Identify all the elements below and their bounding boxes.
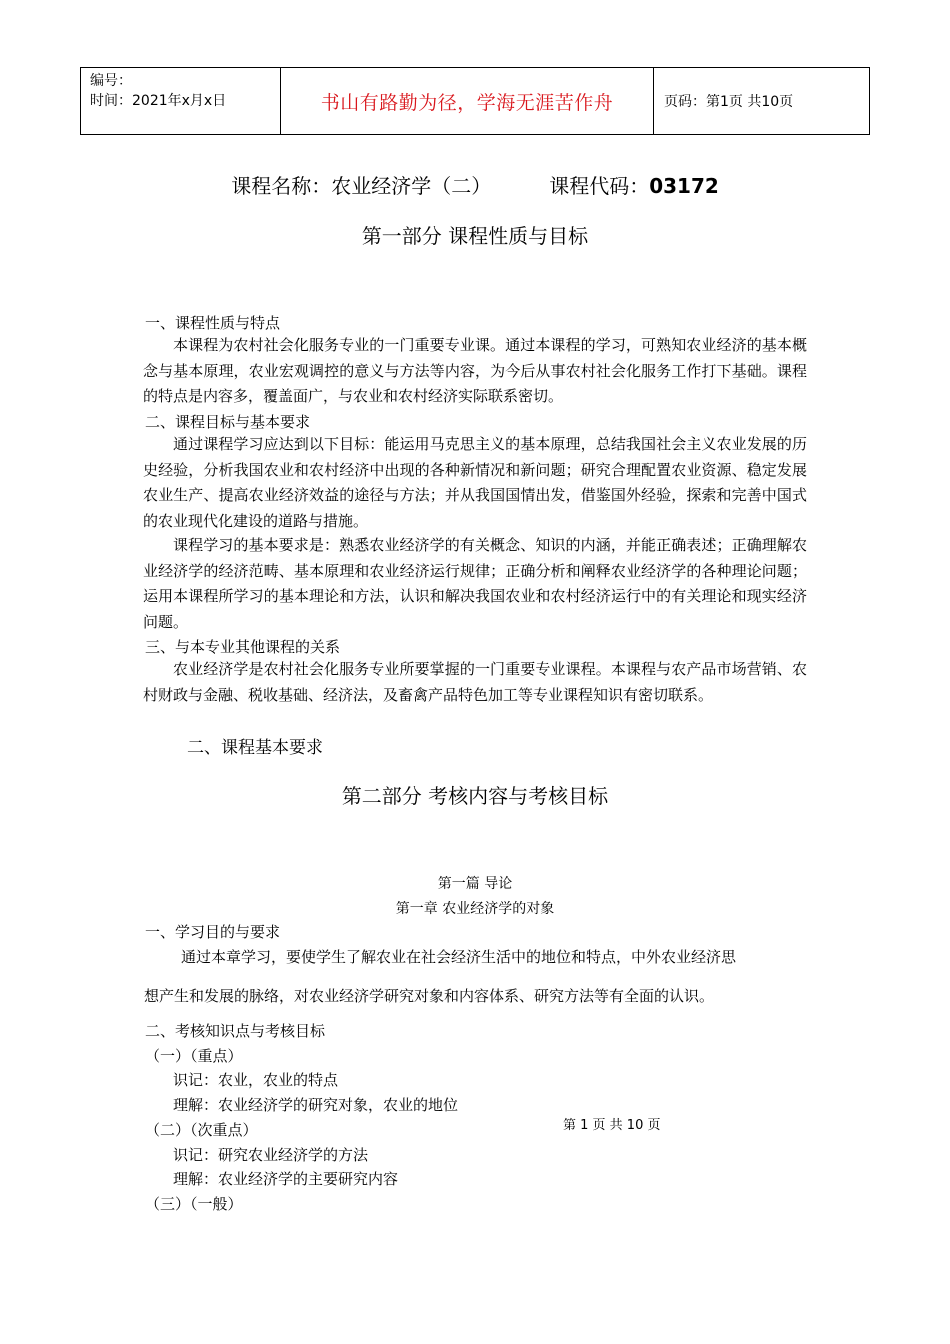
time-label: 时间：2021年x月x日 — [90, 93, 227, 109]
paragraph: 本课程为农村社会化服务专业的一门重要专业课。通过本课程的学习，可熟知农业经济的基本概念与基本原理，农业宏观调控的意义与方法等内容，为今后从事农村社会化服务工作打下基础。课程的特点是内容多，覆盖面广，与农业和农村经济实际联系密切。 — [143, 336, 807, 405]
page-footer: 第 1 页 共 10 页 — [563, 1118, 661, 1133]
course-name: 课程名称：农业经济学（二） — [231, 174, 492, 198]
section-title: 二、考核知识点与考核目标 — [145, 1022, 326, 1040]
level-heading: （二）（次重点） — [145, 1121, 258, 1139]
header-meta — [81, 68, 281, 134]
paragraph-line: 通过本章学习，要使学生了解农业在社会经济生活中的地位和特点，中外农业经济思 — [181, 948, 737, 966]
course-line — [0, 170, 950, 199]
level-heading: （三）（一般） — [145, 1195, 243, 1213]
part2-title: 第二部分 考核内容与考核目标 — [341, 784, 609, 808]
level-heading: （一）（重点） — [145, 1047, 243, 1065]
section-title: 二、课程目标与基本要求 — [145, 413, 311, 431]
course-code: 03172 — [649, 174, 719, 198]
basic-requirements: 二、课程基本要求 — [187, 738, 323, 758]
paragraph: 课程学习的基本要求是：熟悉农业经济学的有关概念、知识的内涵，并能正确表述；正确理解农业经济学的经济范畴、基本原理和农业经济运行规律；正确分析和阐释农业经济学的各种理论问题；运用本课程所学习的基本理论和方法，认识和解决我国农业和农村经济运行中的有关理论和现实经济问题。 — [143, 536, 807, 631]
section-title: 一、课程性质与特点 — [145, 314, 281, 332]
list-item: 理解：农业经济学的主要研究内容 — [173, 1170, 399, 1188]
list-item: 识记：研究农业经济学的方法 — [173, 1146, 369, 1164]
paragraph-line: 想产生和发展的脉络，对农业经济学研究对象和内容体系、研究方法等有全面的认识。 — [144, 987, 715, 1005]
section-title: 三、与本专业其他课程的关系 — [145, 638, 341, 656]
header-page-info: 页码：第1页 共10页 — [664, 94, 794, 110]
section-title: 一、学习目的与要求 — [145, 923, 281, 941]
number-label: 编号： — [90, 73, 132, 89]
chapter-title: 第一章 农业经济学的对象 — [395, 901, 555, 917]
paragraph: 农业经济学是农村社会化服务专业所要掌握的一门重要专业课程。本课程与农产品市场营销、农村财政与金融、税收基础、经济法，及畜禽产品特色加工等专业课程知识有密切联系。 — [143, 660, 807, 704]
header-motto: 书山有路勤为径，学海无涯苦作舟 — [281, 68, 654, 134]
chapter-part: 第一篇 导论 — [437, 876, 513, 892]
list-item: 识记：农业，农业的特点 — [173, 1071, 339, 1089]
paragraph: 通过课程学习应达到以下目标：能运用马克思主义的基本原理，总结我国社会主义农业发展的历史经验，分析我国农业和农村经济中出现的各种新情况和新问题；研究合理配置农业资源、稳定发展农业生产、提高农业经济效益的途径与方法；并从我国国情出发，借鉴国外经验，探索和完善中国式的农业现代化建设的道路与措施。 — [143, 435, 807, 530]
course-code-label: 课程代码： — [549, 174, 650, 198]
part1-title: 第一部分 课程性质与目标 — [361, 224, 589, 248]
header-table — [80, 67, 870, 135]
list-item: 理解：农业经济学的研究对象，农业的地位 — [173, 1096, 459, 1114]
